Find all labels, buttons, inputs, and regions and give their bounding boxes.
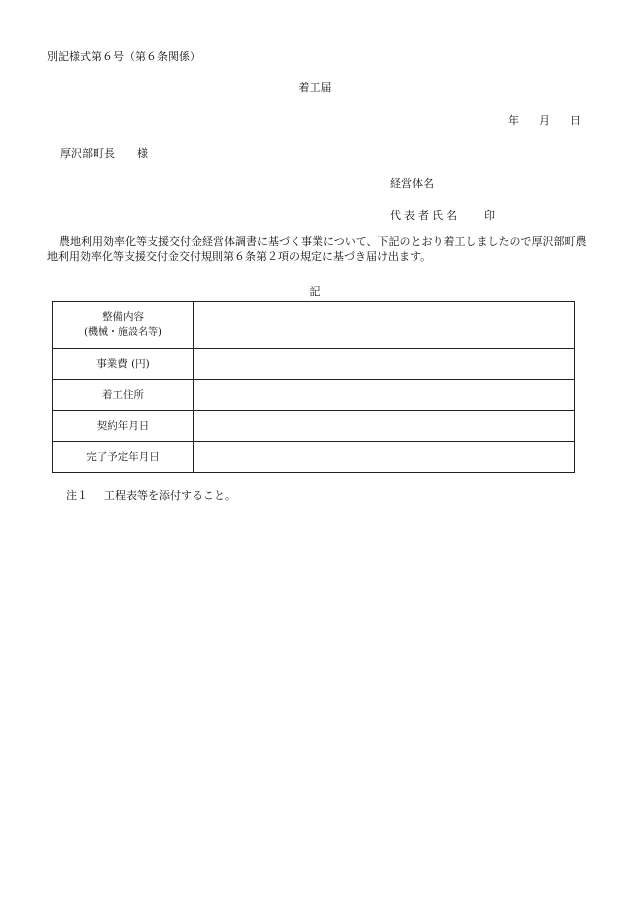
row-label-sub: (機械・施設名等) [84, 327, 162, 338]
note-text: 工程表等を添付すること。 [104, 489, 236, 502]
date-day: 日 [570, 114, 581, 127]
row-label: 完了予定年月日 [53, 442, 194, 473]
table-row [53, 442, 575, 473]
row-label: 事業費 (円) [53, 349, 194, 380]
body-paragraph: 農地利用効率化等支援交付金経営体調書に基づく事業について、下記のとおり着工しましたので厚沢部町農地利用効率化等支援交付金交付規則第６条第２項の規定に基づき届け出ます。 [47, 235, 587, 263]
note-marker: 注１ [66, 489, 88, 502]
note [66, 487, 236, 503]
date-line [508, 112, 581, 128]
table-row [53, 411, 575, 442]
details-table [52, 301, 575, 473]
date-year: 年 [508, 114, 519, 127]
row-value-field[interactable] [194, 380, 575, 411]
addressee-name: 厚沢部町長 [60, 147, 115, 160]
row-label [53, 302, 194, 349]
ki-heading: 記 [309, 285, 321, 298]
addressee-honorific: 様 [137, 147, 148, 160]
row-value-field[interactable] [194, 349, 575, 380]
row-label: 着工住所 [53, 380, 194, 411]
addressee [60, 145, 148, 161]
organization-label: 経営体名 [390, 177, 434, 190]
row-label: 契約年月日 [53, 411, 194, 442]
seal-mark: 印 [484, 209, 498, 222]
representative-line [390, 207, 498, 223]
form-number: 別記様式第６号（第６条関係） [47, 50, 201, 63]
date-month: 月 [539, 114, 550, 127]
table-row [53, 349, 575, 380]
table-row [53, 302, 575, 349]
table-row [53, 380, 575, 411]
row-label-main: 整備内容 [102, 311, 144, 323]
representative-label: 代表者氏名 [390, 209, 460, 222]
row-value-field[interactable] [194, 442, 575, 473]
row-value-field[interactable] [194, 411, 575, 442]
row-value-field[interactable] [194, 302, 575, 349]
document-title: 着工届 [298, 81, 332, 94]
